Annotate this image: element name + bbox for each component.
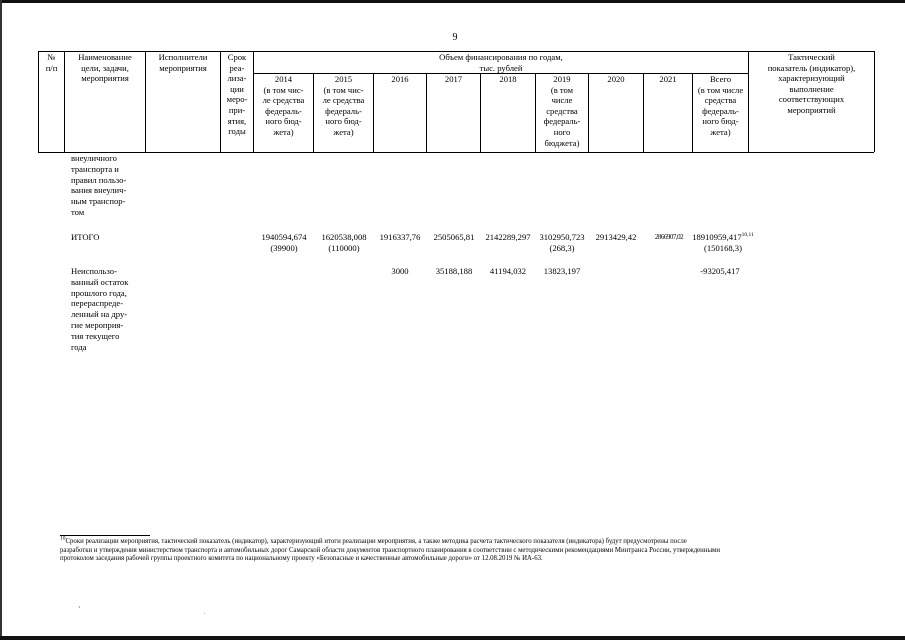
itogo-total-federal: (150168,3) xyxy=(704,242,742,253)
col-border xyxy=(480,73,481,152)
stray-mark: · xyxy=(204,612,206,617)
header-year-total: Всего (в том числе средства федераль- ного бюд- жета) xyxy=(697,74,744,137)
footnote-text: Сроки реализации мероприятия, тактический показатель (индикатор), характеризующий итоги реализации мероприятия, а также методика расчета тактического показателя (индикатора) будут предусмотрены после разработки и утверждения министерством транспорта и автомобильных дорог Самарской области документов транспортного планирования в соответствии с методическими рекомендациями Минтранса России, утвержденными протоколом заседания рабочей группы проектного комитета по национальному проекту «Безопасные и качественные автомобильные дороги» от 12.08.2019 № ИА-63. xyxy=(60,538,720,563)
header-executors: Исполнители мероприятия xyxy=(158,52,208,73)
header-name: Наименование цели, задачи, мероприятия xyxy=(78,52,132,84)
itogo-2020: 2913429,42 xyxy=(595,232,637,242)
itogo-2021: 2866907,02 xyxy=(654,233,684,241)
itogo-total-footnote-ref: 10,11 xyxy=(741,232,754,239)
unused-label: Неиспользо- ванный остаток прошлого года, перераспреде- ленный на дру- гие мероприя- тия текущего года xyxy=(71,266,129,352)
itogo-2014: 1940594,674 (39900) xyxy=(261,232,307,253)
unused-2018: 41194,032 xyxy=(489,266,527,276)
unused-2017: 35188,188 xyxy=(435,266,473,276)
page-top-border xyxy=(0,0,905,3)
header-term: Срок реа- лиза- ции меро- при- ятия, годы xyxy=(226,52,248,137)
itogo-label: ИТОГО xyxy=(71,232,100,242)
header-number: № п/п xyxy=(45,52,58,73)
header-year-2021: 2021 xyxy=(659,74,677,84)
header-year-2020: 2020 xyxy=(607,74,625,84)
header-year-2016: 2016 xyxy=(391,74,409,84)
footnote-separator xyxy=(60,535,150,536)
itogo-2015: 1620538,008 (110000) xyxy=(321,232,367,253)
row-continuation-name: внеуличного транспорта и правил пользо- вания внеулич- ным транспор- том xyxy=(71,153,127,217)
header-year-2018: 2018 xyxy=(499,74,517,84)
col-border xyxy=(373,73,374,152)
stray-mark: · xyxy=(78,603,81,612)
table-header-bottom-line xyxy=(38,152,874,153)
page-bottom-border xyxy=(0,636,905,640)
col-border xyxy=(643,73,644,152)
itogo-total-value: 18910959,417 xyxy=(692,232,742,242)
unused-total: -93205,417 xyxy=(700,266,740,276)
page-number: 9 xyxy=(452,32,458,43)
itogo-2019: 3102950,723 (268,3) xyxy=(539,232,585,253)
header-funding: Объем финансирования по годам, тыс. рублей xyxy=(439,52,563,73)
itogo-2018: 2142289,297 xyxy=(485,232,531,242)
unused-2019: 13823,197 xyxy=(543,266,581,276)
header-indicator: Тактический показатель (индикатор), характеризующий выполнение соответствующих мероприятий xyxy=(767,52,856,115)
itogo-2016: 1916337,76 xyxy=(379,232,421,242)
itogo-total xyxy=(692,232,754,254)
header-year-2014: 2014 (в том чис- ле средства федераль- ного бюд- жета) xyxy=(262,74,305,137)
header-year-2019: 2019 (в том числе средства федераль- ного бюджета) xyxy=(543,74,581,148)
col-border xyxy=(426,73,427,152)
footnote xyxy=(60,535,880,564)
footnote-marker: 10 xyxy=(60,535,66,542)
header-year-2017: 2017 xyxy=(444,74,463,84)
col-border xyxy=(588,73,589,152)
itogo-2017: 2505065,81 xyxy=(433,232,475,242)
unused-2016: 3000 xyxy=(391,266,409,276)
page-left-border xyxy=(0,0,2,640)
header-year-2015: 2015 (в том чис- ле средства федераль- ного бюд- жета) xyxy=(322,74,365,137)
col-border xyxy=(874,51,875,152)
